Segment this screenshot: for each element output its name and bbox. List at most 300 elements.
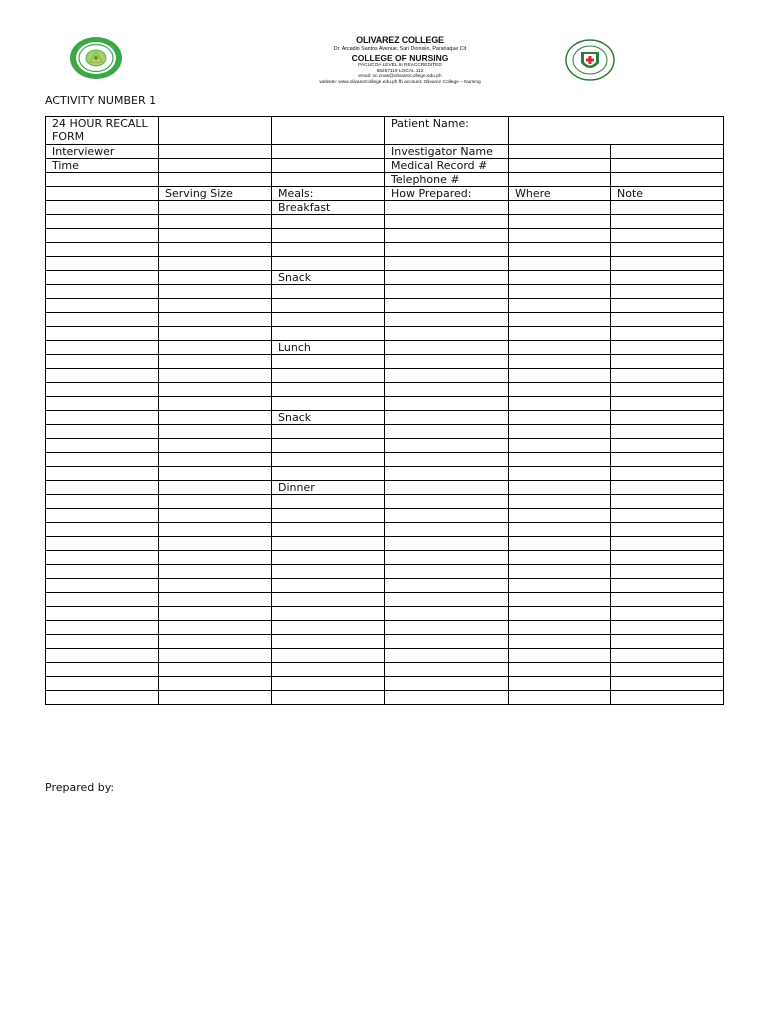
- input-cell[interactable]: [385, 271, 509, 285]
- input-cell[interactable]: [272, 509, 385, 523]
- input-cell[interactable]: [611, 173, 724, 187]
- input-cell[interactable]: [611, 663, 724, 677]
- input-cell[interactable]: [385, 425, 509, 439]
- input-cell[interactable]: [509, 551, 611, 565]
- input-cell[interactable]: [385, 565, 509, 579]
- table-row: [46, 355, 724, 369]
- input-cell[interactable]: [509, 341, 611, 355]
- time-row: [46, 159, 724, 173]
- input-cell[interactable]: [272, 607, 385, 621]
- input-cell[interactable]: [509, 537, 611, 551]
- input-cell[interactable]: [272, 173, 385, 187]
- input-cell[interactable]: [46, 565, 159, 579]
- table-row: [46, 649, 724, 663]
- input-cell[interactable]: [159, 453, 272, 467]
- input-cell[interactable]: [46, 537, 159, 551]
- telephone-row: [46, 173, 724, 187]
- table-row: [46, 593, 724, 607]
- input-cell[interactable]: [272, 425, 385, 439]
- meal-label: Snack: [272, 411, 385, 425]
- input-cell[interactable]: [272, 579, 385, 593]
- table-row: [46, 495, 724, 509]
- input-cell[interactable]: [611, 271, 724, 285]
- input-cell[interactable]: [159, 649, 272, 663]
- input-cell[interactable]: [272, 439, 385, 453]
- phone-text: 88257119 LOCAL 112: [376, 68, 424, 74]
- input-cell[interactable]: [272, 229, 385, 243]
- table-row: [46, 271, 724, 285]
- input-cell[interactable]: [272, 551, 385, 565]
- interviewer-row: [46, 145, 724, 159]
- input-cell[interactable]: [611, 369, 724, 383]
- input-cell[interactable]: [509, 369, 611, 383]
- input-cell[interactable]: [509, 397, 611, 411]
- table-row: [46, 397, 724, 411]
- input-cell[interactable]: [46, 649, 159, 663]
- table-row: [46, 439, 724, 453]
- input-cell[interactable]: [385, 509, 509, 523]
- input-cell[interactable]: [509, 467, 611, 481]
- input-cell[interactable]: [159, 691, 272, 705]
- input-cell[interactable]: [385, 635, 509, 649]
- input-cell[interactable]: [159, 173, 272, 187]
- input-cell[interactable]: [611, 607, 724, 621]
- input-cell[interactable]: [46, 327, 159, 341]
- input-cell[interactable]: [611, 677, 724, 691]
- input-cell[interactable]: [46, 355, 159, 369]
- input-cell[interactable]: [611, 341, 724, 355]
- input-cell[interactable]: [509, 229, 611, 243]
- input-cell[interactable]: [159, 243, 272, 257]
- activity-title: ACTIVITY NUMBER 1: [45, 94, 157, 107]
- input-cell[interactable]: [611, 509, 724, 523]
- input-cell[interactable]: [46, 663, 159, 677]
- input-cell[interactable]: [509, 215, 611, 229]
- input-cell[interactable]: [46, 411, 159, 425]
- input-cell[interactable]: [159, 271, 272, 285]
- investigator-name-field[interactable]: [509, 145, 611, 159]
- input-cell[interactable]: [46, 369, 159, 383]
- input-cell[interactable]: [46, 439, 159, 453]
- input-cell[interactable]: [509, 607, 611, 621]
- table-row: [46, 453, 724, 467]
- input-cell[interactable]: [159, 355, 272, 369]
- form-title-row: [46, 117, 724, 145]
- table-row: [46, 509, 724, 523]
- input-cell[interactable]: [611, 649, 724, 663]
- table-row: [46, 523, 724, 537]
- input-cell[interactable]: [159, 285, 272, 299]
- input-cell[interactable]: [611, 215, 724, 229]
- input-cell[interactable]: [159, 201, 272, 215]
- table-row: [46, 467, 724, 481]
- table-row: [46, 537, 724, 551]
- input-cell[interactable]: [272, 537, 385, 551]
- input-cell[interactable]: [46, 509, 159, 523]
- input-cell[interactable]: [385, 243, 509, 257]
- input-cell[interactable]: [385, 285, 509, 299]
- meal-label: Dinner: [272, 481, 385, 495]
- meals-header: Meals:: [272, 187, 385, 201]
- input-cell[interactable]: [611, 453, 724, 467]
- input-cell[interactable]: [159, 369, 272, 383]
- input-cell[interactable]: [385, 215, 509, 229]
- input-cell[interactable]: [509, 355, 611, 369]
- input-cell[interactable]: [272, 649, 385, 663]
- input-cell[interactable]: [611, 243, 724, 257]
- input-cell[interactable]: [159, 257, 272, 271]
- input-cell[interactable]: [46, 467, 159, 481]
- input-cell[interactable]: [509, 411, 611, 425]
- input-cell[interactable]: [46, 523, 159, 537]
- input-cell[interactable]: [272, 117, 385, 145]
- input-cell[interactable]: [46, 215, 159, 229]
- input-cell[interactable]: [272, 145, 385, 159]
- input-cell[interactable]: [46, 495, 159, 509]
- input-cell[interactable]: [272, 313, 385, 327]
- input-cell[interactable]: [611, 299, 724, 313]
- input-cell[interactable]: [509, 243, 611, 257]
- meal-label: Breakfast: [272, 201, 385, 215]
- input-cell[interactable]: [611, 635, 724, 649]
- input-cell[interactable]: [272, 355, 385, 369]
- input-cell[interactable]: [159, 397, 272, 411]
- input-cell[interactable]: [159, 313, 272, 327]
- serving-size-header: Serving Size: [159, 187, 272, 201]
- input-cell[interactable]: [46, 257, 159, 271]
- input-cell[interactable]: [509, 327, 611, 341]
- input-cell[interactable]: [46, 271, 159, 285]
- table-row: [46, 201, 724, 215]
- input-cell[interactable]: [611, 481, 724, 495]
- input-cell[interactable]: [272, 243, 385, 257]
- input-cell[interactable]: [611, 537, 724, 551]
- input-cell[interactable]: [385, 551, 509, 565]
- table-row: [46, 313, 724, 327]
- table-row: [46, 369, 724, 383]
- input-cell[interactable]: [159, 229, 272, 243]
- input-cell[interactable]: [509, 579, 611, 593]
- email-text: email: oc.cnas@olivarezcollege.edu.ph: [358, 74, 442, 80]
- input-cell[interactable]: [509, 565, 611, 579]
- input-cell[interactable]: [611, 551, 724, 565]
- input-cell[interactable]: [509, 663, 611, 677]
- table-row: [46, 621, 724, 635]
- input-cell[interactable]: [509, 691, 611, 705]
- accreditation-text: PACUCOA LEVEL III REACCREDITED: [358, 62, 442, 68]
- department-name: COLLEGE OF NURSING: [351, 53, 449, 64]
- input-cell[interactable]: [385, 691, 509, 705]
- input-cell[interactable]: [611, 145, 724, 159]
- input-cell[interactable]: [611, 313, 724, 327]
- table-row: [46, 663, 724, 677]
- input-cell[interactable]: [159, 565, 272, 579]
- interviewer-field[interactable]: [159, 145, 272, 159]
- input-cell[interactable]: [385, 677, 509, 691]
- input-cell[interactable]: [509, 677, 611, 691]
- website-text: website: www.olivarezcollege.edu.ph fb account: Olivarez College – Nursing: [319, 80, 481, 86]
- table-row: [46, 341, 724, 355]
- input-cell[interactable]: [46, 551, 159, 565]
- input-cell[interactable]: [46, 229, 159, 243]
- input-cell[interactable]: [272, 257, 385, 271]
- input-cell[interactable]: [46, 173, 159, 187]
- input-cell[interactable]: [509, 635, 611, 649]
- input-cell[interactable]: [509, 313, 611, 327]
- input-cell[interactable]: [611, 495, 724, 509]
- input-cell[interactable]: [611, 579, 724, 593]
- table-row: [46, 677, 724, 691]
- input-cell[interactable]: [159, 439, 272, 453]
- time-field[interactable]: [159, 159, 272, 173]
- input-cell[interactable]: [46, 593, 159, 607]
- input-cell[interactable]: [159, 327, 272, 341]
- table-row: [46, 635, 724, 649]
- input-cell[interactable]: [385, 411, 509, 425]
- input-cell[interactable]: [611, 691, 724, 705]
- telephone-label: Telephone #: [385, 173, 509, 187]
- table-row: [46, 481, 724, 495]
- patient-name-field[interactable]: [509, 117, 724, 145]
- input-cell[interactable]: [385, 663, 509, 677]
- input-cell[interactable]: [385, 593, 509, 607]
- input-cell[interactable]: [509, 271, 611, 285]
- input-cell[interactable]: [509, 425, 611, 439]
- input-cell[interactable]: [46, 481, 159, 495]
- table-row: [46, 257, 724, 271]
- input-cell[interactable]: [272, 495, 385, 509]
- input-cell[interactable]: [272, 159, 385, 173]
- input-cell[interactable]: [272, 215, 385, 229]
- input-cell[interactable]: [509, 383, 611, 397]
- input-cell[interactable]: [159, 537, 272, 551]
- table-row: [46, 565, 724, 579]
- input-cell[interactable]: [159, 593, 272, 607]
- input-cell[interactable]: [611, 327, 724, 341]
- input-cell[interactable]: [611, 159, 724, 173]
- table-row: [46, 607, 724, 621]
- input-cell[interactable]: [159, 411, 272, 425]
- input-cell[interactable]: [611, 285, 724, 299]
- table-row: [46, 243, 724, 257]
- recall-form-table: [45, 116, 724, 705]
- input-cell[interactable]: [611, 201, 724, 215]
- where-header: Where: [509, 187, 611, 201]
- meal-rows: [46, 201, 724, 705]
- input-cell[interactable]: [509, 621, 611, 635]
- patient-name-label: Patient Name:: [385, 117, 509, 145]
- input-cell[interactable]: [159, 509, 272, 523]
- input-cell[interactable]: [509, 453, 611, 467]
- input-cell[interactable]: [272, 663, 385, 677]
- input-cell[interactable]: [611, 621, 724, 635]
- input-cell[interactable]: [509, 495, 611, 509]
- input-cell[interactable]: [385, 383, 509, 397]
- input-cell[interactable]: [159, 467, 272, 481]
- input-cell[interactable]: [46, 383, 159, 397]
- input-cell[interactable]: [46, 677, 159, 691]
- input-cell[interactable]: [385, 201, 509, 215]
- input-cell[interactable]: [385, 495, 509, 509]
- input-cell[interactable]: [46, 341, 159, 355]
- input-cell[interactable]: [385, 523, 509, 537]
- input-cell[interactable]: [611, 523, 724, 537]
- input-cell[interactable]: [385, 327, 509, 341]
- input-cell[interactable]: [272, 369, 385, 383]
- input-cell[interactable]: [159, 663, 272, 677]
- form-title: 24 HOUR RECALL FORM: [46, 117, 159, 145]
- input-cell[interactable]: [159, 425, 272, 439]
- input-cell[interactable]: [272, 299, 385, 313]
- how-prepared-header: How Prepared:: [385, 187, 509, 201]
- input-cell[interactable]: [509, 285, 611, 299]
- input-cell[interactable]: [611, 439, 724, 453]
- table-row: [46, 411, 724, 425]
- interviewer-label: Interviewer: [46, 145, 159, 159]
- input-cell[interactable]: [159, 621, 272, 635]
- table-row: [46, 215, 724, 229]
- input-cell[interactable]: [272, 593, 385, 607]
- prepared-by-label: Prepared by:: [45, 781, 115, 794]
- table-row: [46, 425, 724, 439]
- input-cell[interactable]: [46, 299, 159, 313]
- table-row: [46, 229, 724, 243]
- table-row: [46, 691, 724, 705]
- input-cell[interactable]: [385, 467, 509, 481]
- input-cell[interactable]: [611, 467, 724, 481]
- input-cell[interactable]: [385, 649, 509, 663]
- input-cell[interactable]: [385, 299, 509, 313]
- input-cell[interactable]: [272, 327, 385, 341]
- input-cell[interactable]: [46, 621, 159, 635]
- input-cell[interactable]: [509, 299, 611, 313]
- input-cell[interactable]: [159, 215, 272, 229]
- input-cell[interactable]: [385, 229, 509, 243]
- input-cell[interactable]: [272, 635, 385, 649]
- input-cell[interactable]: [46, 201, 159, 215]
- input-cell[interactable]: [611, 397, 724, 411]
- input-cell[interactable]: [385, 355, 509, 369]
- input-cell[interactable]: [46, 187, 159, 201]
- table-row: [46, 383, 724, 397]
- input-cell[interactable]: [272, 691, 385, 705]
- meal-label: Snack: [272, 271, 385, 285]
- input-cell[interactable]: [159, 495, 272, 509]
- input-cell[interactable]: [385, 607, 509, 621]
- input-cell[interactable]: [159, 341, 272, 355]
- input-cell[interactable]: [509, 201, 611, 215]
- input-cell[interactable]: [272, 621, 385, 635]
- college-address: Dr. Arcadio Santos Avenue, San Dionisio, Paranaque Cit: [333, 46, 467, 52]
- input-cell[interactable]: [46, 579, 159, 593]
- input-cell[interactable]: [159, 481, 272, 495]
- input-cell[interactable]: [159, 677, 272, 691]
- table-row: [46, 579, 724, 593]
- note-header: Note: [611, 187, 724, 201]
- input-cell[interactable]: [385, 537, 509, 551]
- input-cell[interactable]: [509, 257, 611, 271]
- input-cell[interactable]: [46, 285, 159, 299]
- input-cell[interactable]: [272, 397, 385, 411]
- input-cell[interactable]: [159, 551, 272, 565]
- input-cell[interactable]: [385, 369, 509, 383]
- input-cell[interactable]: [272, 285, 385, 299]
- input-cell[interactable]: [611, 411, 724, 425]
- input-cell[interactable]: [159, 523, 272, 537]
- meal-label: Lunch: [272, 341, 385, 355]
- medical-record-label: Medical Record #: [385, 159, 509, 173]
- input-cell[interactable]: [159, 579, 272, 593]
- input-cell[interactable]: [46, 607, 159, 621]
- letterhead: [180, 36, 620, 86]
- input-cell[interactable]: [611, 229, 724, 243]
- input-cell[interactable]: [272, 677, 385, 691]
- input-cell[interactable]: [46, 453, 159, 467]
- input-cell[interactable]: [46, 243, 159, 257]
- telephone-field[interactable]: [509, 173, 611, 187]
- input-cell[interactable]: [159, 117, 272, 145]
- table-row: [46, 551, 724, 565]
- input-cell[interactable]: [272, 467, 385, 481]
- input-cell[interactable]: [46, 397, 159, 411]
- column-header-row: [46, 187, 724, 201]
- input-cell[interactable]: [611, 383, 724, 397]
- input-cell[interactable]: [385, 579, 509, 593]
- input-cell[interactable]: [46, 313, 159, 327]
- input-cell[interactable]: [611, 565, 724, 579]
- input-cell[interactable]: [509, 481, 611, 495]
- input-cell[interactable]: [385, 397, 509, 411]
- input-cell[interactable]: [385, 481, 509, 495]
- input-cell[interactable]: [385, 453, 509, 467]
- input-cell[interactable]: [46, 635, 159, 649]
- input-cell[interactable]: [46, 425, 159, 439]
- olivarez-college-seal-logo: [70, 36, 122, 80]
- input-cell[interactable]: [509, 523, 611, 537]
- input-cell[interactable]: [272, 565, 385, 579]
- input-cell[interactable]: [272, 453, 385, 467]
- input-cell[interactable]: [509, 509, 611, 523]
- input-cell[interactable]: [272, 523, 385, 537]
- input-cell[interactable]: [385, 439, 509, 453]
- input-cell[interactable]: [509, 649, 611, 663]
- input-cell[interactable]: [385, 341, 509, 355]
- input-cell[interactable]: [611, 355, 724, 369]
- medical-record-field[interactable]: [509, 159, 611, 173]
- input-cell[interactable]: [159, 607, 272, 621]
- college-of-nursing-seal-logo: [565, 39, 615, 81]
- input-cell[interactable]: [159, 299, 272, 313]
- input-cell[interactable]: [385, 313, 509, 327]
- table-row: [46, 299, 724, 313]
- input-cell[interactable]: [611, 593, 724, 607]
- input-cell[interactable]: [611, 257, 724, 271]
- time-label: Time: [46, 159, 159, 173]
- input-cell[interactable]: [159, 635, 272, 649]
- input-cell[interactable]: [46, 691, 159, 705]
- input-cell[interactable]: [509, 439, 611, 453]
- table-row: [46, 327, 724, 341]
- input-cell[interactable]: [385, 621, 509, 635]
- input-cell[interactable]: [385, 257, 509, 271]
- input-cell[interactable]: [272, 383, 385, 397]
- table-row: [46, 285, 724, 299]
- college-name: OLIVAREZ COLLEGE: [356, 35, 444, 45]
- investigator-name-label: Investigator Name: [385, 145, 509, 159]
- input-cell[interactable]: [509, 593, 611, 607]
- input-cell[interactable]: [611, 425, 724, 439]
- input-cell[interactable]: [159, 383, 272, 397]
